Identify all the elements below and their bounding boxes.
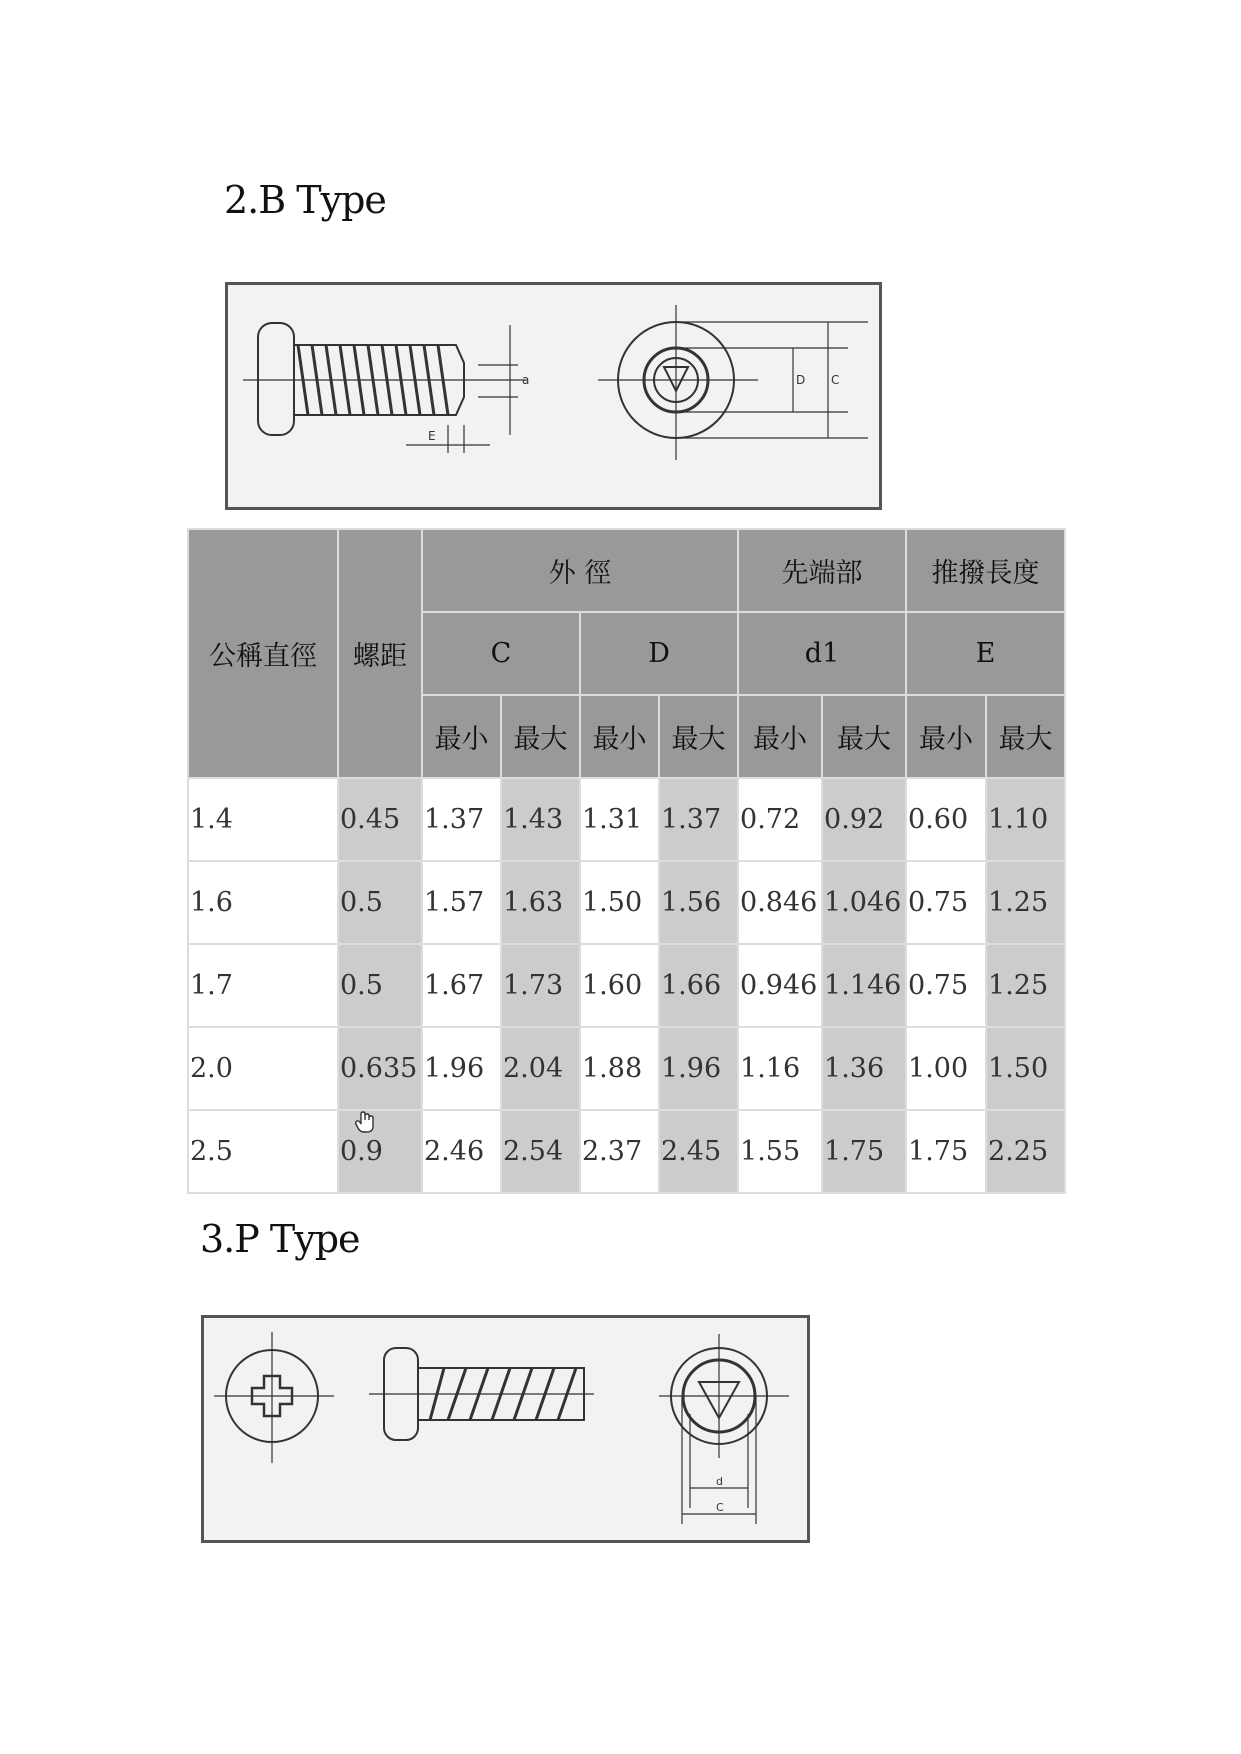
header-nominal-diameter: 公稱直徑 <box>188 529 338 778</box>
cell-e-max: 1.10 <box>986 778 1065 861</box>
cell-d-min: 1.50 <box>580 861 659 944</box>
header-c-min: 最小 <box>422 695 501 778</box>
section-heading-b-type: 2.B Type <box>224 178 386 222</box>
cell-pitch: 0.9 <box>338 1110 422 1193</box>
cell-d-min: 2.37 <box>580 1110 659 1193</box>
table-row <box>188 1110 1065 1193</box>
cell-e-max: 1.50 <box>986 1027 1065 1110</box>
cell-c-min: 2.46 <box>422 1110 501 1193</box>
diagram-label-e: E <box>428 429 436 443</box>
cell-e-min: 0.75 <box>906 944 986 1027</box>
diagram-label-d: D <box>796 373 806 387</box>
cell-d1-max: 1.75 <box>822 1110 906 1193</box>
header-d1: d1 <box>738 612 906 695</box>
cell-d1-min: 0.72 <box>738 778 822 861</box>
table-row <box>188 1027 1065 1110</box>
cell-e-max: 1.25 <box>986 861 1065 944</box>
cell-e-min: 1.75 <box>906 1110 986 1193</box>
header-push-length: 推撥長度 <box>906 529 1065 612</box>
header-d: D <box>580 612 738 695</box>
diagram-label-c: C <box>831 373 840 387</box>
cell-d1-max: 1.146 <box>822 944 906 1027</box>
header-outer-diameter: 外 徑 <box>422 529 738 612</box>
cell-d-max: 1.96 <box>659 1027 738 1110</box>
cell-d1-max: 1.36 <box>822 1027 906 1110</box>
header-e-min: 最小 <box>906 695 986 778</box>
header-d-min: 最小 <box>580 695 659 778</box>
table-row <box>188 944 1065 1027</box>
table-body <box>188 778 1065 1193</box>
cell-nominal-diameter: 1.4 <box>188 778 338 861</box>
diagram-label-a: a <box>522 373 530 387</box>
table-row <box>188 861 1065 944</box>
cell-nominal-diameter: 1.7 <box>188 944 338 1027</box>
table-header-row-1 <box>188 529 1065 612</box>
cell-nominal-diameter: 2.0 <box>188 1027 338 1110</box>
cell-d-min: 1.88 <box>580 1027 659 1110</box>
header-c: C <box>422 612 580 695</box>
p-type-screw-diagram <box>201 1315 810 1543</box>
header-c-max: 最大 <box>501 695 580 778</box>
cell-c-max: 2.04 <box>501 1027 580 1110</box>
cell-e-min: 0.60 <box>906 778 986 861</box>
header-d-max: 最大 <box>659 695 738 778</box>
cell-nominal-diameter: 2.5 <box>188 1110 338 1193</box>
cell-c-max: 1.63 <box>501 861 580 944</box>
cell-e-max: 1.25 <box>986 944 1065 1027</box>
cell-e-max: 2.25 <box>986 1110 1065 1193</box>
b-type-screw-drawing <box>228 285 879 507</box>
cell-pitch: 0.5 <box>338 944 422 1027</box>
header-d1-max: 最大 <box>822 695 906 778</box>
cell-d-max: 1.66 <box>659 944 738 1027</box>
diagram-label-d: d <box>716 1475 723 1488</box>
b-type-spec-table <box>187 528 1066 1194</box>
cell-c-min: 1.37 <box>422 778 501 861</box>
header-d1-min: 最小 <box>738 695 822 778</box>
cell-d-max: 2.45 <box>659 1110 738 1193</box>
cell-d1-min: 1.55 <box>738 1110 822 1193</box>
cell-c-max: 2.54 <box>501 1110 580 1193</box>
header-tip: 先端部 <box>738 529 906 612</box>
cell-e-min: 1.00 <box>906 1027 986 1110</box>
b-type-screw-diagram <box>225 282 882 510</box>
cell-c-min: 1.96 <box>422 1027 501 1110</box>
section-heading-p-type: 3.P Type <box>200 1217 360 1261</box>
cell-c-max: 1.73 <box>501 944 580 1027</box>
header-pitch: 螺距 <box>338 529 422 778</box>
hand-cursor-icon <box>354 1110 376 1139</box>
cell-e-min: 0.75 <box>906 861 986 944</box>
cell-pitch: 0.5 <box>338 861 422 944</box>
cell-d1-max: 1.046 <box>822 861 906 944</box>
cell-d1-max: 0.92 <box>822 778 906 861</box>
header-e-max: 最大 <box>986 695 1065 778</box>
cell-d-min: 1.31 <box>580 778 659 861</box>
diagram-label-c: C <box>716 1501 724 1514</box>
cell-c-min: 1.67 <box>422 944 501 1027</box>
cell-d1-min: 1.16 <box>738 1027 822 1110</box>
cell-d1-min: 0.846 <box>738 861 822 944</box>
cell-c-max: 1.43 <box>501 778 580 861</box>
cell-d-min: 1.60 <box>580 944 659 1027</box>
cell-d-max: 1.37 <box>659 778 738 861</box>
cell-pitch: 0.635 <box>338 1027 422 1110</box>
cell-d1-min: 0.946 <box>738 944 822 1027</box>
table-row <box>188 778 1065 861</box>
cell-c-min: 1.57 <box>422 861 501 944</box>
cell-pitch: 0.45 <box>338 778 422 861</box>
cell-d-max: 1.56 <box>659 861 738 944</box>
p-type-screw-drawing <box>204 1318 807 1540</box>
header-e: E <box>906 612 1065 695</box>
cell-nominal-diameter: 1.6 <box>188 861 338 944</box>
